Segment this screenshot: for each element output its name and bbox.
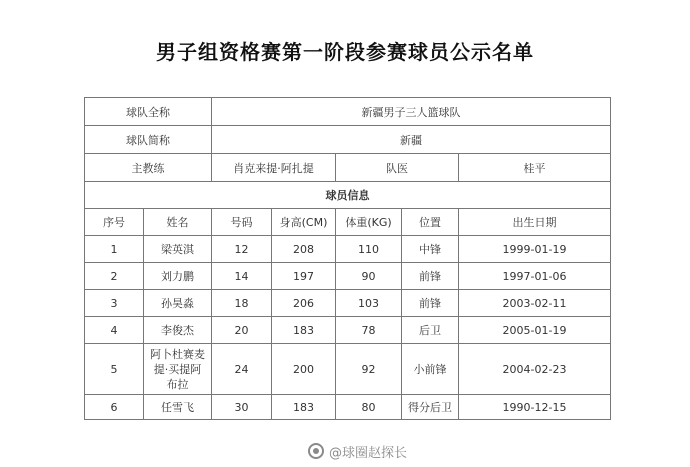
column-header: 姓名 xyxy=(144,209,212,236)
player-birth-date: 1999-01-19 xyxy=(459,236,611,263)
player-weight: 103 xyxy=(336,290,402,317)
player-height: 200 xyxy=(272,344,336,395)
player-name: 孙昊淼 xyxy=(144,290,212,317)
player-name-cell xyxy=(144,344,212,395)
player-number: 18 xyxy=(212,290,272,317)
player-weight: 80 xyxy=(336,395,402,420)
player-name: 阿卜杜赛麦提·买提阿布拉 xyxy=(150,347,205,391)
player-height: 183 xyxy=(272,395,336,420)
player-number: 12 xyxy=(212,236,272,263)
player-weight: 78 xyxy=(336,317,402,344)
watermark xyxy=(308,440,407,462)
player-weight: 110 xyxy=(336,236,402,263)
player-birth-date: 1990-12-15 xyxy=(459,395,611,420)
page-title: 男子组资格赛第一阶段参赛球员公示名单 xyxy=(156,40,534,64)
column-header: 出生日期 xyxy=(459,209,611,236)
player-height: 208 xyxy=(272,236,336,263)
player-position: 前锋 xyxy=(402,263,459,290)
player-number: 20 xyxy=(212,317,272,344)
player-name: 李俊杰 xyxy=(144,317,212,344)
player-seq: 1 xyxy=(85,236,144,263)
team-doctor-value: 桂平 xyxy=(459,154,611,182)
player-name: 任雪飞 xyxy=(144,395,212,420)
head-coach-label: 主教练 xyxy=(85,154,212,182)
player-number: 24 xyxy=(212,344,272,395)
staff-row xyxy=(85,154,611,182)
table-row xyxy=(85,395,611,420)
column-header: 位置 xyxy=(402,209,459,236)
head-coach-value: 肖克来提·阿扎提 xyxy=(212,154,336,182)
player-position: 中锋 xyxy=(402,236,459,263)
table-row xyxy=(85,317,611,344)
team-short-name-row xyxy=(85,126,611,154)
watermark-text: @球圈赵探长 xyxy=(329,445,408,461)
player-height: 206 xyxy=(272,290,336,317)
player-height: 183 xyxy=(272,317,336,344)
player-height: 197 xyxy=(272,263,336,290)
team-full-name-label: 球队全称 xyxy=(85,98,212,126)
player-name: 刘力鹏 xyxy=(144,263,212,290)
player-seq: 2 xyxy=(85,263,144,290)
player-weight: 92 xyxy=(336,344,402,395)
player-name: 梁英淇 xyxy=(144,236,212,263)
team-full-name-value: 新疆男子三人篮球队 xyxy=(212,98,611,126)
player-number: 14 xyxy=(212,263,272,290)
player-birth-date: 2004-02-23 xyxy=(459,344,611,395)
player-birth-date: 2003-02-11 xyxy=(459,290,611,317)
player-birth-date: 1997-01-06 xyxy=(459,263,611,290)
column-header: 序号 xyxy=(85,209,144,236)
player-position: 前锋 xyxy=(402,290,459,317)
team-short-name-value: 新疆 xyxy=(212,126,611,154)
column-header: 号码 xyxy=(212,209,272,236)
table-row xyxy=(85,344,611,395)
column-header: 身高(CM) xyxy=(272,209,336,236)
player-birth-date: 2005-01-19 xyxy=(459,317,611,344)
weibo-logo-icon xyxy=(308,443,324,459)
roster-table xyxy=(84,97,611,420)
section-header-row xyxy=(85,182,611,209)
player-position: 后卫 xyxy=(402,317,459,344)
player-weight: 90 xyxy=(336,263,402,290)
player-seq: 6 xyxy=(85,395,144,420)
team-full-name-row xyxy=(85,98,611,126)
player-position: 得分后卫 xyxy=(402,395,459,420)
table-row xyxy=(85,263,611,290)
player-seq: 5 xyxy=(85,344,144,395)
team-short-name-label: 球队简称 xyxy=(85,126,212,154)
column-header-row xyxy=(85,209,611,236)
player-number: 30 xyxy=(212,395,272,420)
player-seq: 4 xyxy=(85,317,144,344)
player-position: 小前锋 xyxy=(402,344,459,395)
team-doctor-label: 队医 xyxy=(336,154,459,182)
column-header: 体重(KG) xyxy=(336,209,402,236)
player-seq: 3 xyxy=(85,290,144,317)
table-row xyxy=(85,236,611,263)
table-row xyxy=(85,290,611,317)
section-title: 球员信息 xyxy=(85,182,611,209)
